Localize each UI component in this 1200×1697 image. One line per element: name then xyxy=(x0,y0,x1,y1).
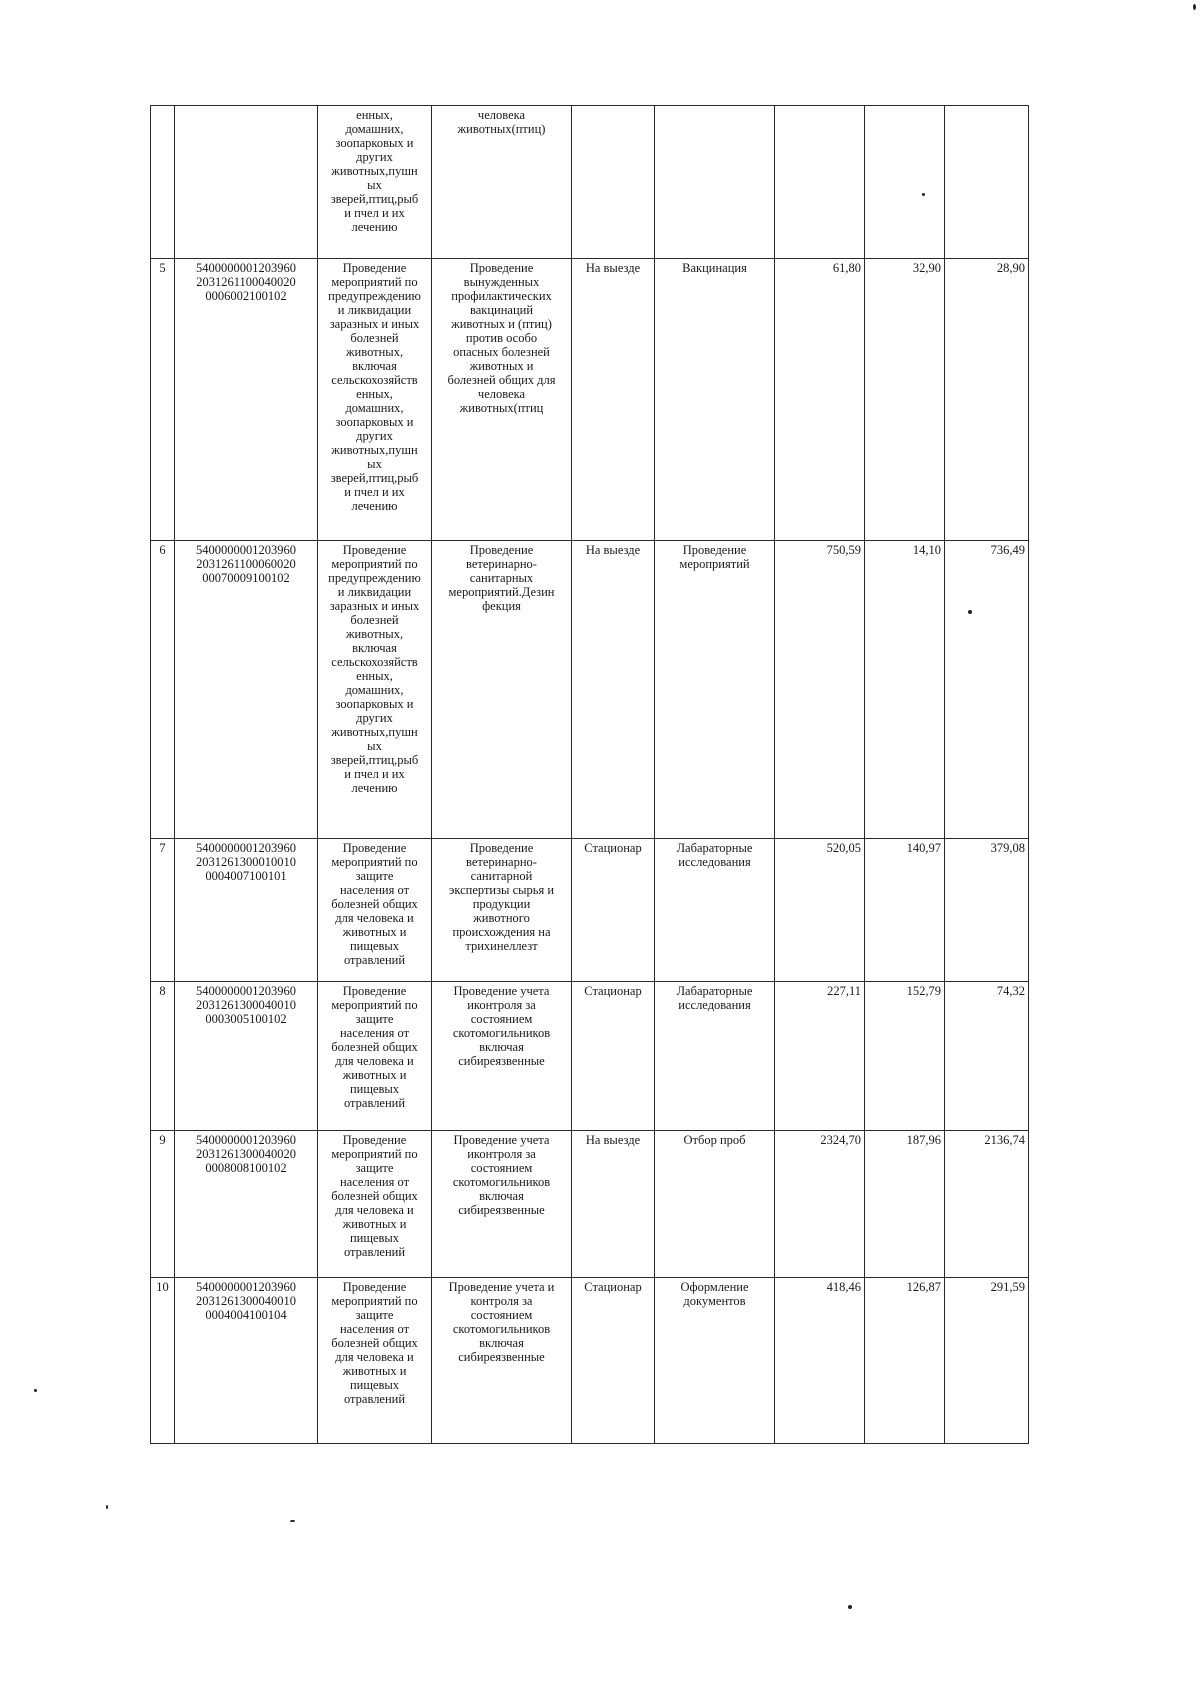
unit-name: Вакцинация xyxy=(655,259,775,541)
row-number: 9 xyxy=(151,1131,175,1278)
value-total: 750,59 xyxy=(775,541,865,839)
value-total: 520,05 xyxy=(775,839,865,982)
unit-name: Проведение мероприятий xyxy=(655,541,775,839)
value-total xyxy=(775,106,865,259)
row-number: 10 xyxy=(151,1278,175,1444)
value-remaining: 2136,74 xyxy=(945,1131,1029,1278)
value-remaining: 291,59 xyxy=(945,1278,1029,1444)
scan-speck xyxy=(968,610,972,614)
value-remaining xyxy=(945,106,1029,259)
delivery-form: На выезде xyxy=(572,259,655,541)
registry-code: 5400000001203960 2031261300010010 0004007100101 xyxy=(175,839,318,982)
service-name: Проведение мероприятий по защите населения от болезней общих для человека и животных и пищевых отравлений xyxy=(318,839,432,982)
service-name: енных, домашних, зоопарковых и других животных,пушн ых зверей,птиц,рыб и пчел и их лечению xyxy=(318,106,432,259)
scan-speck xyxy=(848,1605,852,1609)
scan-speck xyxy=(1193,4,1196,10)
unit-name xyxy=(655,106,775,259)
delivery-form: Стационар xyxy=(572,1278,655,1444)
row-number: 7 xyxy=(151,839,175,982)
registry-code xyxy=(175,106,318,259)
service-content: Проведение учета и контроля за состоянием скотомогильников включая сибиреязвенные xyxy=(432,1278,572,1444)
row-number: 6 xyxy=(151,541,175,839)
value-used: 32,90 xyxy=(865,259,945,541)
value-remaining: 28,90 xyxy=(945,259,1029,541)
scan-speck xyxy=(290,1520,295,1522)
value-total: 2324,70 xyxy=(775,1131,865,1278)
value-used xyxy=(865,106,945,259)
service-name: Проведение мероприятий по защите населения от болезней общих для человека и животных и пищевых отравлений xyxy=(318,982,432,1131)
value-remaining: 736,49 xyxy=(945,541,1029,839)
unit-name: Лабараторные исследования xyxy=(655,839,775,982)
service-content: Проведение ветеринарно- санитарной экспертизы сырья и продукции животного происхождения на трихинеллезт xyxy=(432,839,572,982)
value-used: 152,79 xyxy=(865,982,945,1131)
services-table xyxy=(150,105,1029,1444)
value-total: 418,46 xyxy=(775,1278,865,1444)
table-row xyxy=(151,541,1029,839)
table-row xyxy=(151,1131,1029,1278)
registry-code: 5400000001203960 2031261300040010 0003005100102 xyxy=(175,982,318,1131)
delivery-form: Стационар xyxy=(572,839,655,982)
value-total: 61,80 xyxy=(775,259,865,541)
scan-speck xyxy=(922,193,925,196)
service-content: Проведение учета иконтроля за состоянием скотомогильников включая сибиреязвенные xyxy=(432,1131,572,1278)
value-total: 227,11 xyxy=(775,982,865,1131)
value-used: 140,97 xyxy=(865,839,945,982)
scan-speck xyxy=(34,1389,37,1392)
unit-name: Оформление документов xyxy=(655,1278,775,1444)
service-content: Проведение учета иконтроля за состоянием скотомогильников включая сибиреязвенные xyxy=(432,982,572,1131)
registry-code: 5400000001203960 2031261100040020 0006002100102 xyxy=(175,259,318,541)
registry-code: 5400000001203960 2031261100060020 00070009100102 xyxy=(175,541,318,839)
table-row xyxy=(151,839,1029,982)
value-remaining: 74,32 xyxy=(945,982,1029,1131)
table-row xyxy=(151,106,1029,259)
service-name: Проведение мероприятий по защите населения от болезней общих для человека и животных и пищевых отравлений xyxy=(318,1131,432,1278)
value-used: 126,87 xyxy=(865,1278,945,1444)
service-content: человека животных(птиц) xyxy=(432,106,572,259)
service-name: Проведение мероприятий по защите населения от болезней общих для человека и животных и пищевых отравлений xyxy=(318,1278,432,1444)
delivery-form: Стационар xyxy=(572,982,655,1131)
unit-name: Лабараторные исследования xyxy=(655,982,775,1131)
table-row xyxy=(151,259,1029,541)
service-name: Проведение мероприятий по предупреждению и ликвидации заразных и иных болезней животных, включая сельскохозяйств енных, домашних, зоопарковых и других животных,пушн ых зверей,птиц,рыб и пчел и их лечению xyxy=(318,541,432,839)
row-number: 5 xyxy=(151,259,175,541)
scan-speck xyxy=(106,1505,108,1509)
row-number xyxy=(151,106,175,259)
value-remaining: 379,08 xyxy=(945,839,1029,982)
service-content: Проведение вынужденных профилактических вакцинаций животных и (птиц) против особо опасных болезней животных и болезней общих для человека животных(птиц xyxy=(432,259,572,541)
delivery-form xyxy=(572,106,655,259)
service-name: Проведение мероприятий по предупреждению и ликвидации заразных и иных болезней животных, включая сельскохозяйств енных, домашних, зоопарковых и других животных,пушн ых зверей,птиц,рыб и пчел и их лечению xyxy=(318,259,432,541)
table-row xyxy=(151,1278,1029,1444)
value-used: 14,10 xyxy=(865,541,945,839)
value-used: 187,96 xyxy=(865,1131,945,1278)
table-row xyxy=(151,982,1029,1131)
registry-code: 5400000001203960 2031261300040010 0004004100104 xyxy=(175,1278,318,1444)
row-number: 8 xyxy=(151,982,175,1131)
delivery-form: На выезде xyxy=(572,1131,655,1278)
registry-code: 5400000001203960 2031261300040020 0008008100102 xyxy=(175,1131,318,1278)
service-content: Проведение ветеринарно- санитарных мероприятий.Дезин фекция xyxy=(432,541,572,839)
unit-name: Отбор проб xyxy=(655,1131,775,1278)
delivery-form: На выезде xyxy=(572,541,655,839)
